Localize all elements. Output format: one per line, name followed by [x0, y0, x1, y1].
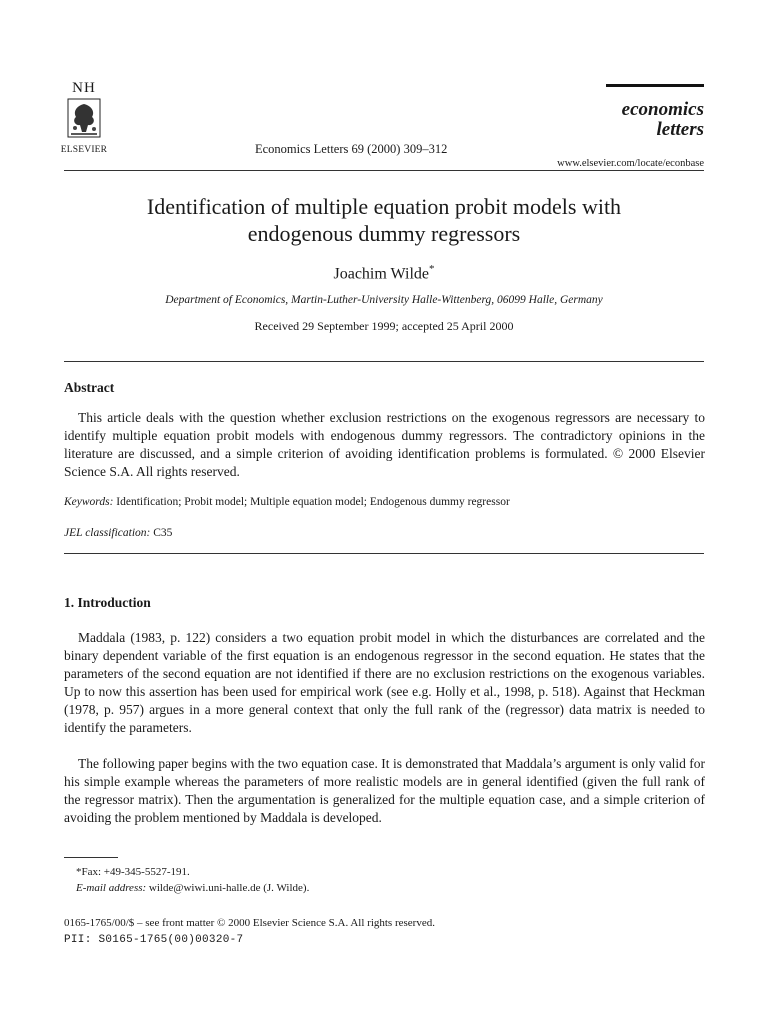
email-label: E-mail address:	[76, 882, 147, 894]
title-line-1: Identification of multiple equation probit models with	[146, 194, 622, 219]
elsevier-tree-icon	[67, 98, 101, 138]
abstract-text: This article deals with the question whether exclusion restrictions on the exogenous regressors are necessary to identify multiple equation probit models with endogenous dummy regressors. The contradictory opinions in the literature are discussed, and a simple criterion of avoiding identification problems is formulated. © 2000 Elsevier Science S.A. All rights reserved.	[64, 410, 705, 479]
abstract-heading: Abstract	[64, 380, 115, 395]
section-heading-introduction: 1. Introduction	[64, 595, 151, 610]
front-matter: 0165-1765/00/$ – see front matter © 2000 Elsevier Science S.A. All rights reserved.	[64, 917, 435, 929]
article-title	[64, 193, 704, 247]
elsevier-logo	[52, 80, 116, 155]
author-name: Joachim Wilde	[333, 265, 429, 283]
affiliation: Department of Economics, Martin-Luther-University Halle-Wittenberg, 06099 Halle, Germany	[165, 294, 603, 306]
footnote-email	[76, 882, 309, 894]
keywords-value: Identification; Probit model; Multiple equation model; Endogenous dummy regressor	[116, 496, 510, 508]
abstract-top-rule	[64, 361, 704, 362]
jel-label: JEL classification:	[64, 527, 151, 539]
abstract-bottom-rule	[64, 553, 704, 554]
journal-brand	[560, 100, 704, 140]
keywords	[64, 496, 705, 508]
logo-nh-text: NH	[72, 80, 96, 96]
pii: PII: S0165-1765(00)00320-7	[64, 934, 244, 946]
jel-classification	[64, 527, 705, 539]
title-line-2: endogenous dummy regressors	[247, 221, 521, 246]
intro-paragraph-1: Maddala (1983, p. 122) considers a two equation probit model in which the disturbances are correlated and the binary dependent variable of the first equation is an endogenous regressor in the second equation. He states that the parameters of the second equation are not identified if there are no exclusion restrictions on the exogenous variables. Up to now this assertion has been used for empirical work (see e.g. Holly et al., 1998, p. 518). Against that Heckman (1978, p. 957) argues in a more general context that only the full rank of the (regressor) data matrix is needed to identify the parameters.	[64, 630, 705, 735]
author-footnote-mark: *	[428, 263, 435, 275]
author	[64, 263, 704, 283]
brand-line-2: letters	[656, 119, 704, 140]
keywords-label: Keywords:	[64, 496, 114, 508]
brand-rule	[606, 84, 704, 87]
header-rule	[64, 170, 704, 171]
journal-url[interactable]: www.elsevier.com/locate/econbase	[557, 158, 704, 169]
brand-line-1: economics	[621, 99, 704, 120]
received-dates: Received 29 September 1999; accepted 25 April 2000	[254, 319, 514, 333]
email-address[interactable]: wilde@wiwi.uni-halle.de (J. Wilde).	[148, 882, 310, 894]
journal-reference: Economics Letters 69 (2000) 309–312	[255, 142, 448, 156]
footnote-rule	[64, 857, 118, 858]
intro-paragraph-2: The following paper begins with the two equation case. It is demonstrated that Maddala’s argument is only valid for his simple example whereas the parameters of more realistic models are in general identified (given the full rank of the regressor matrix). Then the argumentation is generalized for the multiple equation case, and a simple criterion of avoiding the problem mentioned by Maddala is developed.	[64, 756, 705, 825]
jel-value: C35	[153, 527, 173, 539]
logo-elsevier-text: ELSEVIER	[60, 145, 108, 155]
footnote-fax: *Fax: +49-345-5527-191.	[76, 866, 190, 878]
